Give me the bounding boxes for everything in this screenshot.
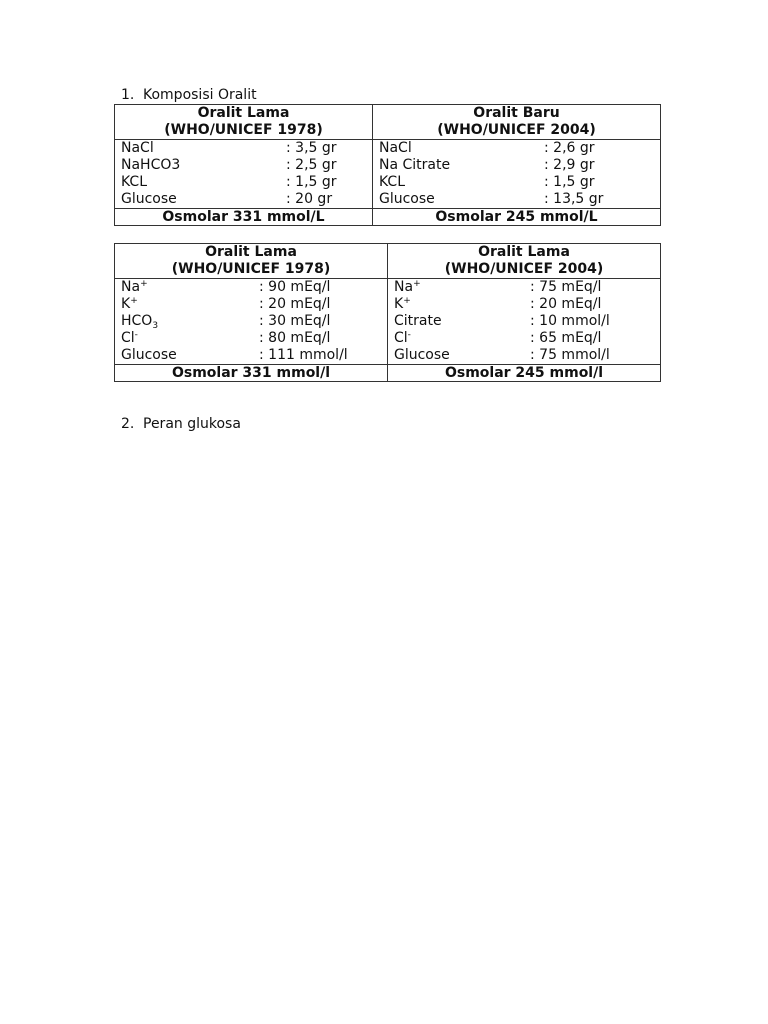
ingredient-row (121, 174, 366, 191)
electrolyte-value: : 80 mEq/l (259, 330, 331, 346)
electrolyte-symbol: K (121, 296, 131, 312)
ingredient-name: KCL (121, 174, 147, 190)
ingredient-amount: : 1,5 gr (544, 174, 595, 190)
column-header-name: Oralit Lama (478, 244, 570, 260)
section-number: 1. (121, 87, 135, 103)
ingredient-name: NaCl (379, 140, 412, 156)
electrolyte-name (394, 279, 530, 296)
column-header-name: Oralit Lama (205, 244, 297, 260)
electrolyte-symbol: Cl (121, 330, 135, 346)
ingredient-amount: : 2,6 gr (544, 140, 595, 156)
column-header (115, 244, 388, 279)
table-header-row (115, 244, 661, 279)
ingredient-amount: : 2,9 gr (544, 157, 595, 173)
ion-charge: - (134, 330, 138, 340)
osmolarity-total: Osmolar 331 mmol/l (115, 365, 388, 382)
ingredient-amount: : 20 gr (286, 191, 333, 207)
section-2-heading (121, 416, 241, 433)
column-header (115, 105, 373, 140)
ingredient-amount: : 13,5 gr (544, 191, 604, 207)
table-footer-row (115, 209, 661, 226)
ion-charge: + (413, 279, 421, 289)
electrolyte-value: : 20 mEq/l (259, 296, 331, 312)
ingredient-amount: : 2,5 gr (286, 157, 337, 173)
column-header-source: (WHO/UNICEF 1978) (171, 261, 331, 277)
ingredient-row (121, 157, 366, 174)
table-body-row (115, 279, 661, 365)
column-header-source: (WHO/UNICEF 2004) (444, 261, 604, 277)
column-header (388, 244, 661, 279)
electrolyte-value: : 65 mEq/l (530, 330, 602, 346)
electrolyte-value: : 90 mEq/l (259, 279, 331, 295)
column-header (373, 105, 661, 140)
ion-charge: - (407, 330, 411, 340)
electrolyte-row (394, 347, 654, 364)
osmolarity-total: Osmolar 245 mmol/l (388, 365, 661, 382)
electrolyte-symbol: Citrate (394, 313, 442, 329)
electrolyte-name (121, 296, 259, 313)
section-number: 2. (121, 416, 135, 432)
ingredient-name: NaHCO3 (121, 157, 181, 173)
electrolyte-row (121, 296, 381, 313)
electrolyte-list (115, 279, 388, 365)
ingredient-amount: : 3,5 gr (286, 140, 337, 156)
electrolyte-row (121, 279, 381, 296)
electrolyte-row (394, 279, 654, 296)
ingredient-row (121, 140, 366, 157)
electrolyte-value: : 111 mmol/l (259, 347, 348, 363)
electrolyte-name (121, 279, 259, 296)
electrolyte-symbol: Glucose (121, 347, 177, 363)
electrolyte-name (394, 347, 530, 364)
electrolyte-symbol: Na (121, 279, 141, 295)
table-body-row (115, 140, 661, 209)
ingredient-list (115, 140, 373, 209)
subscript-count: 3 (152, 321, 159, 331)
section-title: Peran glukosa (143, 416, 241, 432)
electrolyte-symbol: HCO (121, 313, 153, 329)
electrolyte-symbol: Na (394, 279, 414, 295)
electrolyte-name (394, 296, 530, 313)
electrolyte-symbol: K (394, 296, 404, 312)
electrolyte-name (121, 347, 259, 364)
composition-table-electrolytes (114, 243, 661, 382)
ingredient-row (379, 157, 654, 174)
ingredient-row (379, 140, 654, 157)
electrolyte-row (394, 330, 654, 347)
ingredient-row (379, 191, 654, 208)
table-footer-row (115, 365, 661, 382)
electrolyte-name (121, 313, 259, 330)
ingredient-name: NaCl (121, 140, 154, 156)
electrolyte-value: : 20 mEq/l (530, 296, 602, 312)
electrolyte-value: : 10 mmol/l (530, 313, 610, 329)
electrolyte-list (388, 279, 661, 365)
ion-charge: + (403, 296, 411, 306)
electrolyte-symbol: Cl (394, 330, 408, 346)
electrolyte-value: : 30 mEq/l (259, 313, 331, 329)
ion-charge: + (130, 296, 138, 306)
section-title: Komposisi Oralit (143, 87, 257, 103)
ingredient-row (121, 191, 366, 208)
electrolyte-row (121, 330, 381, 347)
table-header-row (115, 105, 661, 140)
column-header-source: (WHO/UNICEF 2004) (437, 122, 596, 138)
ingredient-name: Glucose (121, 191, 177, 207)
ingredient-name: Glucose (379, 191, 435, 207)
electrolyte-row (394, 313, 654, 330)
column-header-name: Oralit Lama (197, 105, 290, 121)
ingredient-list (373, 140, 661, 209)
electrolyte-name (394, 330, 530, 347)
electrolyte-name (121, 330, 259, 347)
ingredient-name: KCL (379, 174, 405, 190)
electrolyte-row (121, 313, 381, 330)
electrolyte-name (394, 313, 530, 330)
ingredient-name: Na Citrate (379, 157, 451, 173)
composition-table-grams (114, 104, 661, 226)
electrolyte-row (121, 347, 381, 364)
ingredient-row (379, 174, 654, 191)
ingredient-amount: : 1,5 gr (286, 174, 337, 190)
column-header-source: (WHO/UNICEF 1978) (164, 122, 323, 138)
ion-charge: + (140, 279, 148, 289)
electrolyte-row (394, 296, 654, 313)
electrolyte-value: : 75 mEq/l (530, 279, 602, 295)
column-header-name: Oralit Baru (473, 105, 560, 121)
electrolyte-symbol: Glucose (394, 347, 450, 363)
osmolarity-total: Osmolar 245 mmol/L (373, 209, 661, 226)
osmolarity-total: Osmolar 331 mmol/L (115, 209, 373, 226)
section-1-heading (121, 87, 257, 104)
electrolyte-value: : 75 mmol/l (530, 347, 610, 363)
